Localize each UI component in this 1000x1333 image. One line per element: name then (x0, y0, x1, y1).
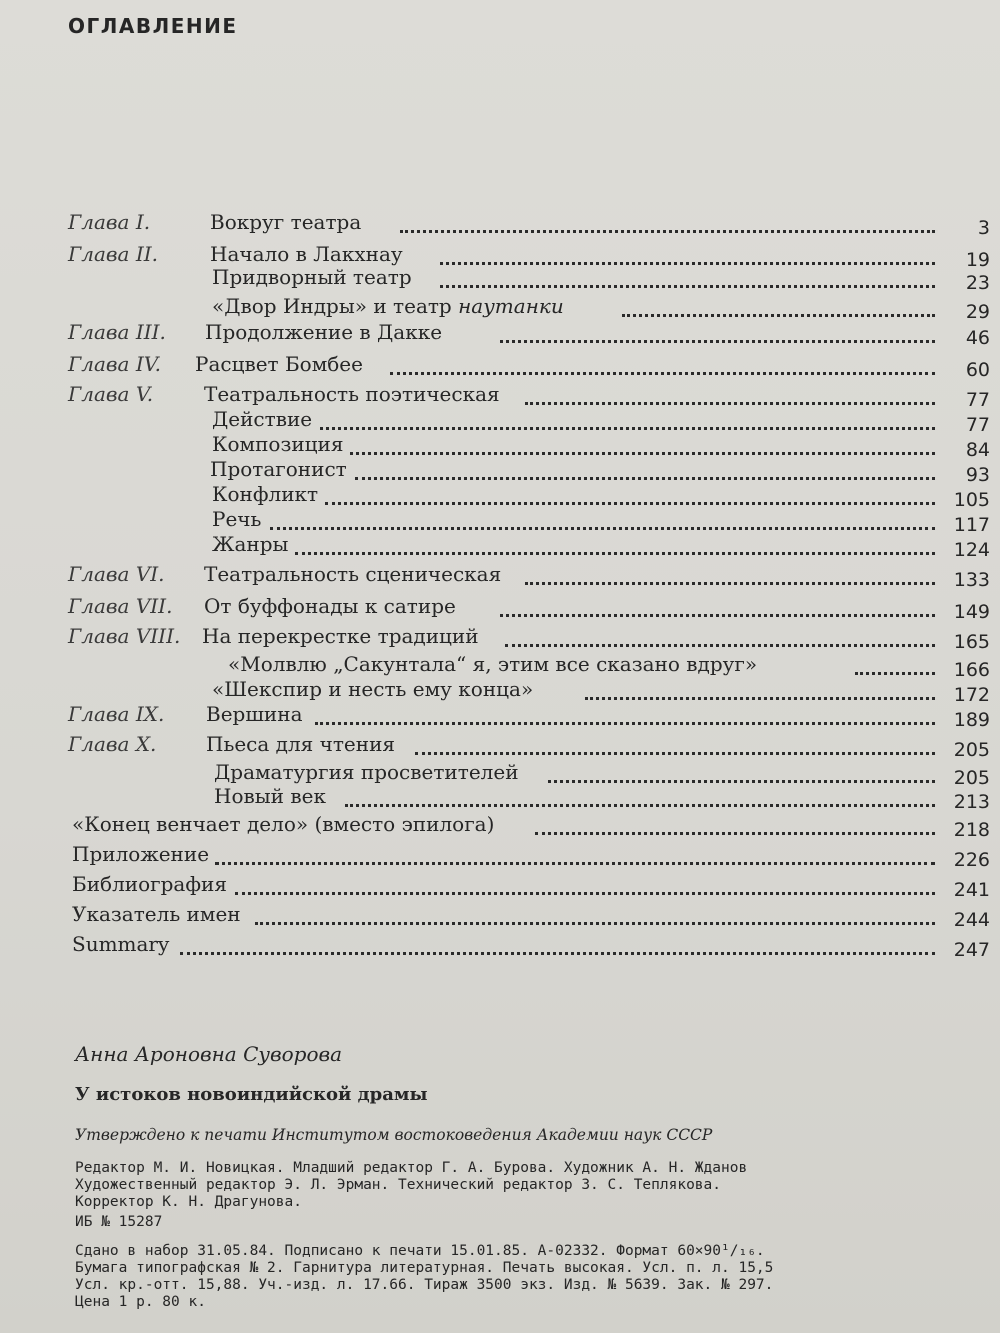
toc-page-number: 29 (965, 301, 990, 323)
toc-page-number: 189 (953, 709, 990, 731)
toc-entry-title: «Двор Индры» и театр наутанки (212, 294, 564, 318)
toc-page-number: 244 (953, 909, 990, 931)
toc-dot-leader (215, 834, 935, 865)
toc-entry (0, 930, 1000, 961)
toc-entry-title: Театральность поэтическая (204, 382, 500, 406)
toc-entry-title: «Шекспир и несть ему конца» (212, 677, 534, 701)
colophon-line: Цена 1 р. 80 к. (75, 1294, 206, 1310)
toc-entry-title: Придворный театр (212, 265, 412, 289)
toc-entry-title: Вершина (206, 702, 303, 726)
toc-page-number: 205 (953, 739, 990, 761)
toc-dot-leader (390, 344, 935, 375)
toc-entry-title: Театральность сценическая (204, 562, 502, 586)
toc-chapter-label: Глава V. (68, 382, 154, 406)
toc-dot-leader (315, 694, 935, 725)
toc-entry (0, 560, 1000, 591)
toc-dot-leader (525, 554, 935, 585)
toc-page-number: 77 (965, 389, 990, 411)
toc-entry-title: Продолжение в Дакке (205, 320, 443, 344)
toc-entry-title: Приложение (72, 842, 210, 866)
toc-dot-leader (400, 202, 935, 233)
toc-entry-title: «Конец венчает дело» (вместо эпилога) (72, 812, 495, 836)
toc-page-number: 226 (953, 849, 990, 871)
toc-entry-title: Начало в Лакхнау (210, 242, 403, 266)
toc-chapter-label: Глава IX. (68, 702, 165, 726)
colophon-line: Художественный редактор Э. Л. Эрман. Технический редактор З. С. Теплякова. (75, 1177, 722, 1193)
toc-chapter-label: Глава IV. (68, 352, 162, 376)
toc-page-number: 172 (953, 684, 990, 706)
colophon-line: Сдано в набор 31.05.84. Подписано к печати 15.01.85. А-02332. Формат 60×90¹/₁₆. (75, 1243, 765, 1259)
toc-entry-title: Пьеса для чтения (206, 732, 396, 756)
approval-line: Утверждено к печати Институтом востоковедения Академии наук СССР (75, 1126, 713, 1144)
toc-page-number: 23 (965, 272, 990, 294)
toc-entry-title: Драматургия просветителей (214, 760, 519, 784)
toc-entry-title: Действие (212, 407, 313, 431)
author-name: Анна Ароновна Суворова (75, 1042, 343, 1066)
toc-chapter-label: Глава X. (68, 732, 157, 756)
toc-dot-leader (345, 776, 935, 807)
colophon-line: Редактор М. И. Новицкая. Младший редактор Г. А. Бурова. Художник А. Н. Жданов (75, 1160, 748, 1176)
toc-page-number: 213 (953, 791, 990, 813)
colophon-line: Корректор К. Н. Драгунова. (75, 1194, 302, 1210)
toc-chapter-label: Глава II. (68, 242, 158, 266)
page-heading: ОГЛАВЛЕНИЕ (68, 14, 238, 38)
toc-page-number: 84 (965, 439, 990, 461)
toc-dot-leader (415, 724, 935, 755)
toc-chapter-label: Глава III. (68, 320, 166, 344)
toc-page-number: 46 (965, 327, 990, 349)
toc-chapter-label: Глава VIII. (68, 624, 181, 648)
toc-entry-title: На перекрестке традиций (202, 624, 479, 648)
toc-entry (0, 622, 1000, 653)
toc-page-number: 247 (953, 939, 990, 961)
colophon-line: ИБ № 15287 (75, 1214, 163, 1230)
toc-dot-leader (295, 524, 935, 555)
toc-page-number: 105 (953, 489, 990, 511)
toc-page-number: 241 (953, 879, 990, 901)
toc-page-number: 133 (953, 569, 990, 591)
toc-dot-leader (505, 616, 935, 647)
toc-entry-title: От буффонады к сатире (204, 594, 456, 618)
toc-page-number: 60 (965, 359, 990, 381)
toc-dot-leader (235, 864, 935, 895)
toc-page-number: 166 (953, 659, 990, 681)
toc-dot-leader (535, 804, 935, 835)
toc-page-number: 218 (953, 819, 990, 841)
toc-chapter-label: Глава I. (68, 210, 151, 234)
toc-dot-leader (255, 894, 935, 925)
toc-page-number: 124 (953, 539, 990, 561)
book-title: У истоков новоиндийской драмы (75, 1084, 428, 1105)
toc-page-number: 117 (953, 514, 990, 536)
toc-entry-title: Жанры (212, 532, 289, 556)
toc-page-number: 149 (953, 601, 990, 623)
toc-entry-title: «Молвлю „Сакунтала“ я, этим все сказано вдруг» (228, 652, 758, 676)
toc-page-number: 77 (965, 414, 990, 436)
toc-dot-leader (500, 586, 935, 617)
toc-page-number: 205 (953, 767, 990, 789)
toc-entry-title: Указатель имен (72, 902, 241, 926)
toc-entry-title: Протагонист (210, 457, 347, 481)
toc-page-number: 3 (977, 217, 990, 239)
toc-entry-title-italic: наутанки (451, 294, 564, 318)
toc-page-number: 165 (953, 631, 990, 653)
toc-chapter-label: Глава VI. (68, 562, 165, 586)
toc-chapter-label: Глава VII. (68, 594, 173, 618)
toc-entry-title: Композиция (212, 432, 344, 456)
toc-entry (0, 318, 1000, 349)
toc-dot-leader (440, 257, 935, 288)
toc-entry-title: Расцвет Бомбее (195, 352, 363, 376)
colophon-line: Усл. кр.-отт. 15,88. Уч.-изд. л. 17.66. Тираж 3500 экз. Изд. № 5639. Зак. № 297. (75, 1277, 774, 1293)
toc-entry-title: Новый век (214, 784, 326, 808)
toc-dot-leader (500, 312, 935, 343)
toc-entry-title: Библиография (72, 872, 227, 896)
toc-dot-leader (180, 924, 935, 955)
toc-page-number: 93 (965, 464, 990, 486)
toc-entry-title: Вокруг театра (210, 210, 362, 234)
toc-page-number: 19 (965, 249, 990, 271)
toc-entry-title: Конфликт (212, 482, 319, 506)
toc-entry (0, 208, 1000, 239)
toc-entry-title: Summary (72, 932, 170, 956)
toc-entry-title: Речь (212, 507, 262, 531)
colophon-line: Бумага типографская № 2. Гарнитура литературная. Печать высокая. Усл. п. л. 15,5 (75, 1260, 774, 1276)
